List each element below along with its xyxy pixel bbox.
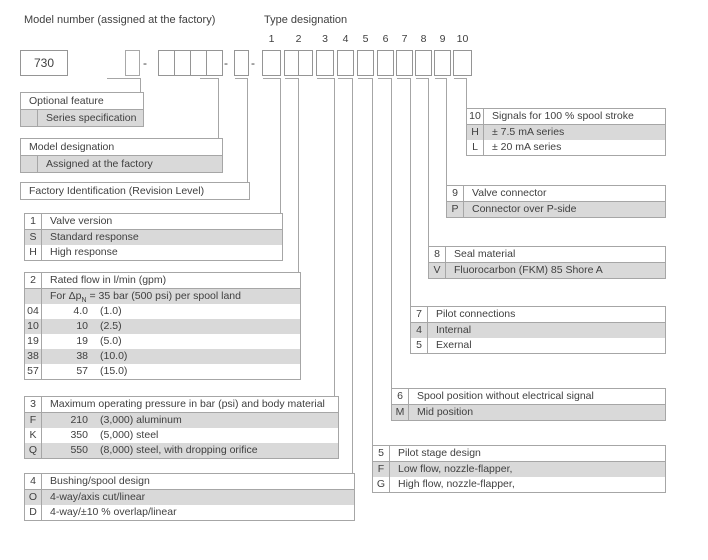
connector-line	[466, 78, 467, 108]
table-row	[25, 490, 354, 505]
value-cell: 350	[70, 429, 88, 441]
connector-line	[358, 78, 373, 79]
connector-line	[410, 78, 411, 306]
text-cell: Exernal	[436, 339, 472, 351]
type-box-7	[396, 50, 413, 76]
table-row	[467, 140, 665, 155]
code-cell: V	[429, 263, 446, 278]
table-max-pressure	[24, 396, 339, 459]
table-row	[21, 156, 222, 172]
type-number-3: 3	[322, 33, 328, 45]
text-cell: Pilot stage design	[398, 447, 481, 459]
table-row	[25, 334, 300, 349]
text-cell: Seal material	[454, 248, 516, 260]
code-cell: O	[25, 490, 42, 505]
value-cell: 19	[76, 335, 88, 347]
code-cell: S	[25, 230, 42, 245]
code-cell: 57	[25, 364, 42, 379]
text-cell: ± 7.5 mA series	[492, 126, 565, 138]
value-cell: 550	[70, 444, 88, 456]
code-cell: 8	[429, 247, 446, 262]
text-cell: Connector over P-side	[472, 203, 577, 215]
table-rated-flow	[24, 272, 301, 380]
code-cell: 38	[25, 349, 42, 364]
connector-line	[200, 78, 219, 79]
code-cell	[21, 156, 38, 172]
code-cell: 9	[447, 186, 464, 201]
code-cell: D	[25, 505, 42, 520]
table-row	[25, 413, 338, 428]
code-cell	[21, 110, 38, 126]
table-row	[25, 349, 300, 364]
type-box-5	[357, 50, 374, 76]
table-header-row	[25, 474, 354, 490]
code-cell: P	[447, 202, 464, 217]
text-cell: Model designation	[29, 141, 115, 153]
code-cell: 10	[467, 109, 484, 124]
table-header-row	[467, 109, 665, 125]
text-cell: Optional feature	[29, 95, 104, 107]
code-cell: L	[467, 140, 484, 155]
connector-line	[428, 78, 429, 246]
text-cell: 4-way/±10 % overlap/linear	[50, 506, 177, 518]
table-header-row	[411, 307, 665, 323]
type-number-4: 4	[342, 33, 349, 45]
text-cell: For $\Delta p_N = 35$ bar (500 psi) per spool land	[50, 290, 241, 305]
type-box-3	[316, 50, 334, 76]
code-cell: 19	[25, 334, 42, 349]
connector-line	[338, 78, 353, 79]
code-cell: 4	[25, 474, 42, 489]
code-cell: 6	[392, 389, 409, 404]
value-cell: 10	[76, 320, 88, 332]
dash-separator: -	[251, 56, 255, 70]
text-cell: Maximum operating pressure in bar (psi) and body material	[50, 398, 325, 410]
type-number-2: 2	[295, 33, 302, 45]
value-cell: 4.0	[73, 305, 88, 317]
text-cell: Rated flow in l/min (gpm)	[50, 274, 167, 286]
box-divider	[174, 51, 175, 75]
table-row	[25, 245, 282, 260]
table-row	[392, 405, 665, 420]
code-cell	[25, 289, 42, 304]
text-cell: ± 20 mA series	[492, 141, 562, 153]
connector-line	[317, 78, 335, 79]
box-divider	[298, 51, 299, 75]
text-cell: (15.0)	[100, 365, 128, 377]
table-header-row	[25, 397, 338, 413]
code-cell: F	[25, 413, 42, 428]
table-valve-connector	[446, 185, 666, 218]
code-cell: 5	[373, 446, 390, 461]
table-seal-material	[428, 246, 666, 279]
box-divider	[206, 51, 207, 75]
code-cell: 2	[25, 273, 42, 288]
code-cell: G	[373, 477, 390, 492]
type-number-10: 10	[456, 33, 469, 45]
text-cell: Mid position	[417, 406, 474, 418]
text-cell: Pilot connections	[436, 308, 516, 320]
type-box-4	[337, 50, 354, 76]
code-cell: K	[25, 428, 42, 443]
table-spool-position	[391, 388, 666, 421]
value-cell: 57	[76, 365, 88, 377]
table-row	[429, 263, 665, 278]
table-signals-spool-stroke	[466, 108, 666, 156]
connector-line	[391, 78, 392, 388]
connector-line	[218, 78, 219, 138]
table-row	[411, 338, 665, 353]
type-number-1: 1	[268, 33, 275, 45]
table-header-row	[447, 186, 665, 202]
table-pilot-stage-design	[372, 445, 666, 493]
connector-line	[107, 78, 141, 79]
type-box-10	[453, 50, 472, 76]
box-divider	[190, 51, 191, 75]
text-cell: (3,000) aluminum	[100, 414, 182, 426]
table-row	[447, 202, 665, 217]
code-cell: 4	[411, 323, 428, 338]
text-cell: 4-way/axis cut/linear	[50, 491, 146, 503]
text-cell: (1.0)	[100, 305, 122, 317]
text-cell: Signals for 100 % spool stroke	[492, 110, 634, 122]
table-header-row	[21, 183, 249, 199]
code-cell: 3	[25, 397, 42, 412]
text-cell: (2.5)	[100, 320, 122, 332]
optional-feature-box	[125, 50, 140, 76]
table-header-row	[25, 214, 282, 230]
table-header-row	[392, 389, 665, 405]
table-header-row	[25, 273, 300, 289]
type-box-6	[377, 50, 394, 76]
type-number-7: 7	[401, 33, 408, 45]
text-cell: Factory Identification (Revision Level)	[29, 185, 205, 197]
text-cell: (5,000) steel	[100, 429, 159, 441]
connector-line	[247, 78, 248, 182]
type-number-5: 5	[362, 33, 369, 45]
table-factory-identification	[20, 182, 250, 200]
text-cell: (10.0)	[100, 350, 128, 362]
table-pilot-connections	[410, 306, 666, 354]
table-header-row	[21, 139, 222, 156]
connector-line	[352, 78, 353, 473]
table-row	[25, 304, 300, 319]
connector-line	[140, 78, 141, 92]
value-cell: 210	[70, 414, 88, 426]
text-cell: High response	[50, 246, 118, 258]
code-cell: H	[25, 245, 42, 260]
model-designation-boxes	[158, 50, 223, 76]
code-cell: 5	[411, 338, 428, 353]
table-row	[25, 319, 300, 334]
connector-line	[334, 78, 335, 396]
table-row	[25, 428, 338, 443]
code-cell: M	[392, 405, 409, 420]
text-cell: Internal	[436, 324, 472, 336]
table-row	[373, 462, 665, 477]
text-cell: High flow, nozzle-flapper,	[398, 478, 515, 490]
type-designation-title: Type designation	[264, 14, 348, 26]
connector-line	[378, 78, 392, 79]
type-box-8	[415, 50, 432, 76]
text-cell: Valve connector	[472, 187, 547, 199]
table-row	[25, 230, 282, 245]
code-cell: Q	[25, 443, 42, 458]
connector-line	[263, 78, 281, 79]
table-row	[25, 364, 300, 379]
type-number-8: 8	[420, 33, 427, 45]
type-box-2	[284, 50, 313, 76]
dash-separator: -	[143, 56, 147, 70]
code-cell: 10	[25, 319, 42, 334]
table-header-row	[429, 247, 665, 263]
table-header-row	[21, 93, 143, 110]
table-row	[25, 289, 300, 304]
model-number-title: Model number (assigned at the factory)	[24, 14, 216, 26]
connector-line	[298, 78, 299, 272]
table-row	[25, 505, 354, 520]
connector-line	[446, 78, 447, 185]
code-cell: H	[467, 125, 484, 140]
text-cell: Standard response	[50, 231, 139, 243]
code-cell: 1	[25, 214, 42, 229]
type-number-6: 6	[382, 33, 389, 45]
connector-line	[285, 78, 299, 79]
table-row	[373, 477, 665, 492]
text-cell: Spool position without electrical signal	[417, 390, 594, 402]
text-cell: Series specification	[46, 112, 137, 124]
text-cell: Low flow, nozzle-flapper,	[398, 463, 513, 475]
type-number-9: 9	[439, 33, 446, 45]
code-cell: 04	[25, 304, 42, 319]
text-cell: Assigned at the factory	[46, 158, 153, 170]
code-cell: F	[373, 462, 390, 477]
factory-identification-box	[234, 50, 249, 76]
table-model-designation	[20, 138, 223, 173]
type-box-1	[262, 50, 281, 76]
dash-separator: -	[224, 56, 228, 70]
connector-line	[280, 78, 281, 213]
table-row	[21, 110, 143, 126]
value-cell: 38	[76, 350, 88, 362]
text-cell: Fluorocarbon (FKM) 85 Shore A	[454, 264, 603, 276]
text-cell: (8,000) steel, with dropping orifice	[100, 444, 258, 456]
table-bushing-spool-design	[24, 473, 355, 521]
type-box-9	[434, 50, 451, 76]
table-header-row	[373, 446, 665, 462]
text-cell: (5.0)	[100, 335, 122, 347]
table-optional-feature	[20, 92, 144, 127]
table-row	[411, 323, 665, 338]
code-cell: 7	[411, 307, 428, 322]
connector-line	[397, 78, 411, 79]
text-cell: Valve version	[50, 215, 113, 227]
model-series-box: 730	[20, 50, 68, 76]
table-row	[25, 443, 338, 458]
connector-line	[372, 78, 373, 445]
table-valve-version	[24, 213, 283, 261]
text-cell: Bushing/spool design	[50, 475, 150, 487]
table-row	[467, 125, 665, 140]
